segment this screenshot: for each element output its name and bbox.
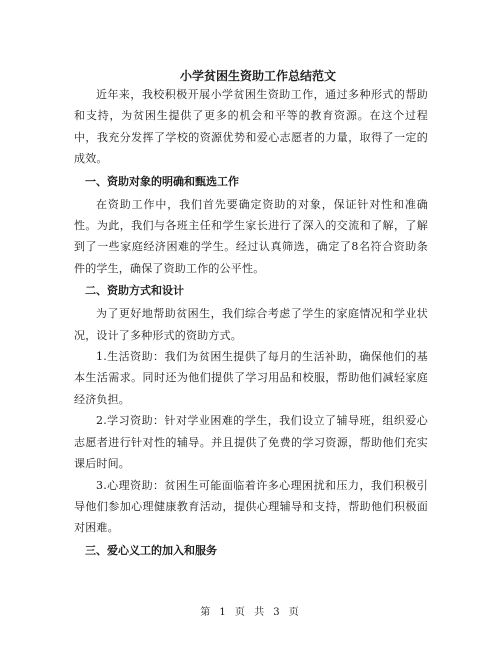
section2-item-3: 3.心理资助：贫困生可能面临着许多心理困扰和压力，我们积极引导他们参加心理健康教育活动，提供心理辅导和支持，帮助他们积极面对困难。 <box>74 478 428 535</box>
document-body <box>74 68 428 563</box>
section2-item-2: 2.学习资助：针对学业困难的学生，我们设立了辅导班，组织爱心志愿者进行针对性的辅导。并且提供了免费的学习资源，帮助他们充实课后时间。 <box>74 414 428 471</box>
section2-paragraph: 为了更好地帮助贫困生，我们综合考虑了学生的家庭情况和学业状况，设计了多种形式的资助方式。 <box>74 307 428 342</box>
section-heading-3: 三、爱心义工的加入和服务 <box>85 543 217 557</box>
document-title: 小学贫困生资助工作总结范文 <box>179 69 336 83</box>
section2-item-1: 1.生活资助：我们为贫困生提供了每月的生活补助，确保他们的基本生活需求。同时还为他们提供了学习用品和校服，帮助他们减轻家庭经济负担。 <box>74 350 428 406</box>
section1-paragraph: 在资助工作中，我们首先要确定资助的对象，保证针对性和准确性。为此，我们与各班主任和学生家长进行了深入的交流和了解，了解到了一些家庭经济困难的学生。经过认真筛选，确定了8名符合资助条件的学生，确保了资助工作的公平性。 <box>74 197 428 275</box>
page-number-footer: 第 1 页 共 3 页 <box>200 607 302 618</box>
intro-paragraph: 近年来，我校积极开展小学贫困生资助工作，通过多种形式的帮助和支持，为贫困生提供了更多的机会和平等的教育资源。在这个过程中，我充分发挥了学校的资源优势和爱心志愿者的力量，取得了一定的成效。 <box>74 88 428 166</box>
section-heading-1: 一、资助对象的明确和甄选工作 <box>85 174 239 188</box>
section-heading-2: 二、资助方式和设计 <box>85 284 184 298</box>
